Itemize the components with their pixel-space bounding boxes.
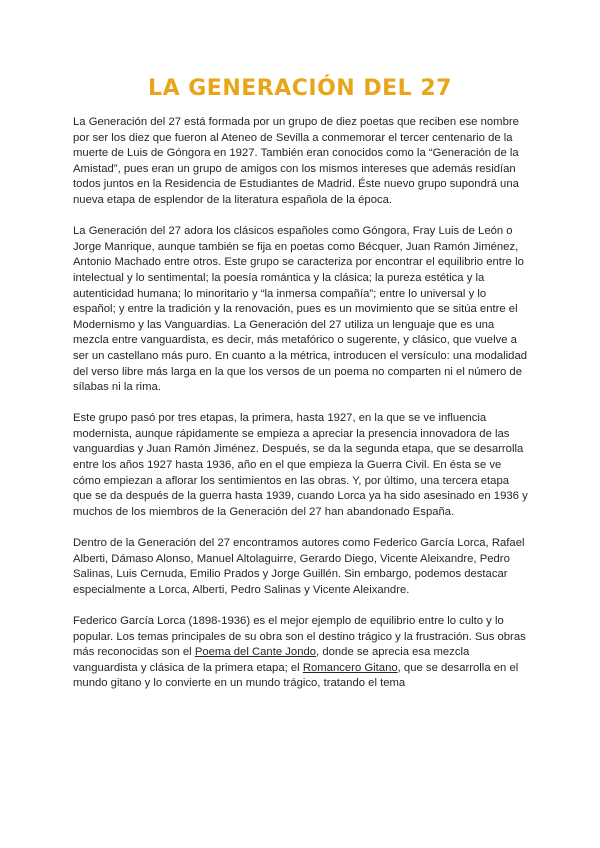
paragraph-characteristics: La Generación del 27 adora los clásicos españoles como Góngora, Fray Luis de León o Jorge Manrique, aunque también se fija en poetas como Bécquer, Juan Ramón Jiménez, Antonio Machado entre otros. Este grupo se caracteriza por encontrar el equilibrio entre lo intelectual y lo sentimental; la poesía romántica y la clásica; la pureza estética y la autenticidad humana; lo minoritario y “la inmersa compañía”; entre lo universal y lo español; y entre la tradición y la renovación, pues es un movimiento que se sitúa entre el Modernismo y las Vanguardias. La Generación del 27 utiliza un lenguaje que es una mezcla entre vanguardista, es decir, más metafórico o sugerente, y clásico, que vuelve a ser un castellano más puro. En cuanto a la métrica, introducen el versículo: una modalidad del verso libre más larga en la que los versos de un poema no comparten ni el número de sílabas ni la rima. (73, 225, 528, 394)
paragraph-intro: La Generación del 27 está formada por un grupo de diez poetas que reciben ese nombre por ser los diez que fueron al Ateneo de Sevilla a conmemorar el tercer centenario de la muerte de Luis de Góngora en 1927. También eran conocidos como la “Generación de la Amistad”, pues eran un grupo de amigos con los mismos intereses que además residían todos juntos en la Residencia de Estudiantes de Madrid. Éste nuevo grupo supondrá una nueva etapa de esplendor de la literatura española de la época. (73, 116, 519, 206)
lorca-text-3: , que se desarrolla en el mundo gitano y lo convierte en un mundo trágico, tratando el tema (73, 661, 519, 690)
poema-cante-jondo-link[interactable]: Poema del Cante Jondo (194, 646, 317, 659)
paragraph-stages: Este grupo pasó por tres etapas, la primera, hasta 1927, en la que se ve influencia modernista, aunque rápidamente se empieza a apreciar la presencia innovadora de las vanguardias y Juan Ramón Jiménez. Después, se da la segunda etapa, que se desarrolla entre los años 1927 hasta 1936, año en el que empieza la Guerra Civil. En ésta se ve cómo empiezan a aflorar los sentimientos en las obras. Y, por último, una tercera etapa que se da después de la guerra hasta 1939, cuando Lorca ya ha sido asesinado en 1936 y muchos de los miembros de la Generación del 27 han abandonado España. (73, 412, 528, 518)
lorca-text-2: , donde se aprecia esa mezcla vanguardista y clásica de la primera etapa; el (73, 646, 470, 674)
paragraph-lorca (73, 614, 529, 692)
paragraph-authors: Dentro de la Generación del 27 encontramos autores como Federico García Lorca, Rafael Alberti, Dámaso Alonso, Manuel Altolaguirre, Gerardo Diego, Vicente Aleixandre, Pedro Salinas, Luis Cernuda, Emilio Prados y Jorge Guillén. Sin embargo, podemos destacar especialmente a Lorca, Alberti, Pedro Salinas y Vicente Aleixandre. (73, 537, 525, 596)
document-body (73, 115, 529, 708)
lorca-text-1: Federico García Lorca (1898-1936) es el mejor ejemplo de equilibrio entre lo culto y lo popular. Los temas principales de su obra son el destino trágico y la frustración. Sus obras más reconocidas son el (73, 615, 526, 659)
page-title: LA GENERACIÓN DEL 27 (148, 76, 452, 101)
romancero-gitano-link[interactable]: Romancero Gitano (302, 661, 398, 674)
